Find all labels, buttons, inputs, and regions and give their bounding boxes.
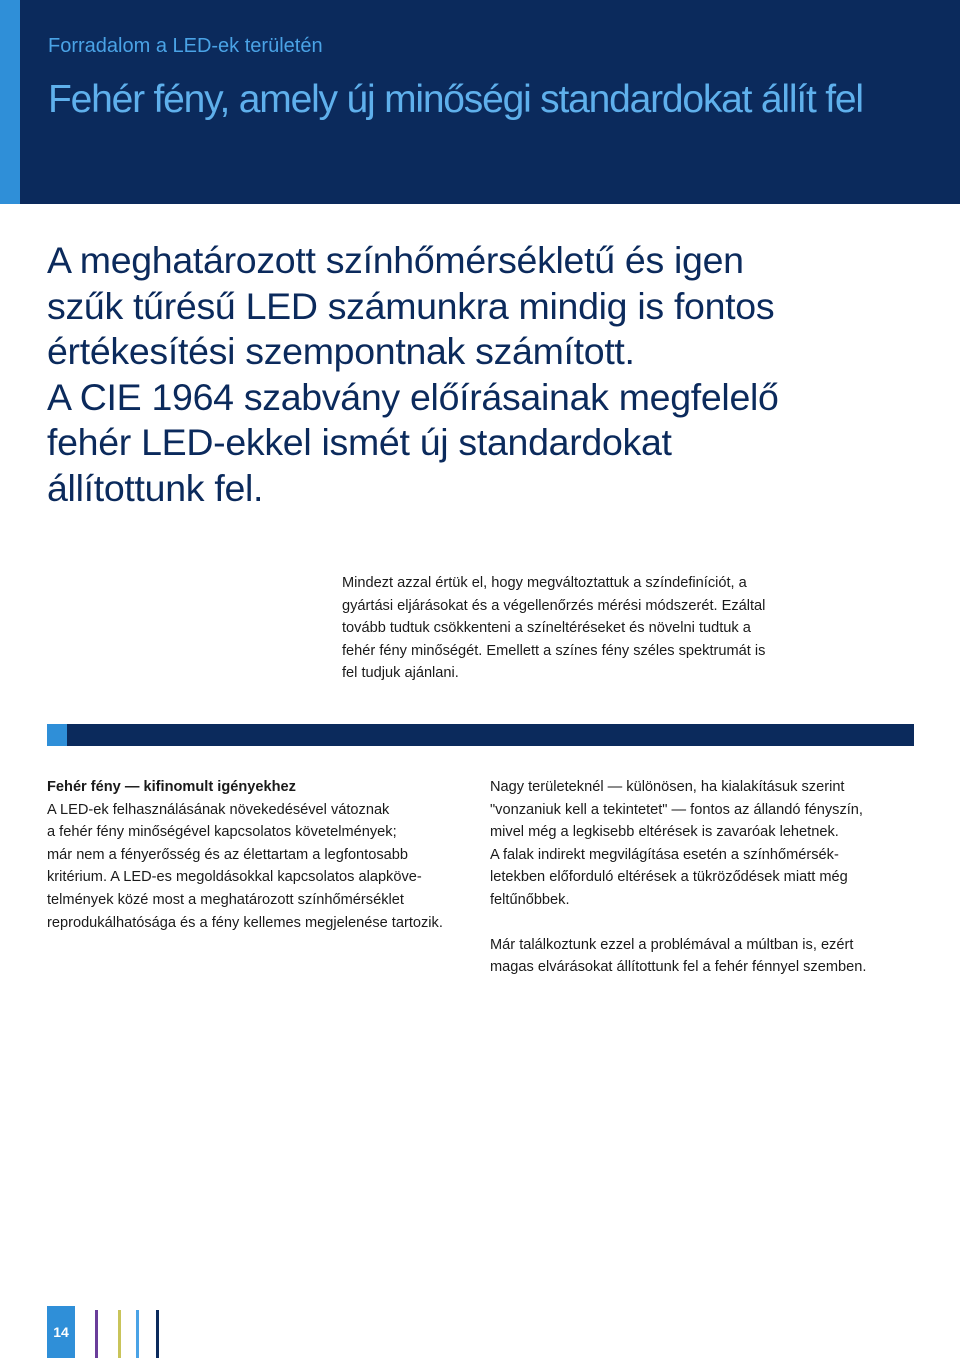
lead-line: A meghatározott színhőmérsékletű és igen — [47, 239, 744, 281]
right-column — [490, 776, 920, 979]
lead-line: állítottunk fel. — [47, 466, 264, 509]
page-title: Fehér fény, amely új minőségi standardokat állít fel — [48, 78, 863, 121]
left-column-line: a fehér fény minőségével kapcsolatos követelmények; — [47, 824, 397, 841]
lead-paragraph — [47, 238, 907, 511]
intro-line: tovább tudtuk csökkenteni a színeltéréseket és növelni tudtuk a — [342, 620, 751, 637]
right-column-line: Nagy területeknél — különösen, ha kialakításuk szerint — [490, 779, 845, 795]
footer-stripe-blue — [136, 1310, 139, 1358]
lead-line: A CIE 1964 szabvány előírásainak megfelelő — [47, 375, 779, 418]
footer-stripe-olive — [118, 1310, 121, 1358]
left-column-heading: Fehér fény — kifinomult igényekhez — [47, 779, 296, 795]
intro-line: gyártási eljárásokat és a végellenőrzés mérési módszerét. Ezáltal — [342, 597, 766, 614]
footer-stripe-navy — [156, 1310, 159, 1358]
left-column-line: A LED-ek felhasználásának növekedésével vátoznak — [47, 801, 390, 818]
divider-accent — [47, 724, 67, 746]
intro-line: Mindezt azzal értük el, hogy megváltoztattuk a színdefiníciót, a — [342, 575, 747, 591]
paragraph-gap — [490, 912, 920, 934]
right-column-line: mivel még a legkisebb eltérések is zavaróak lehetnek. — [490, 824, 839, 841]
header-accent-bar — [0, 0, 20, 204]
lead-line: szűk tűrésű LED számunkra mindig is fontos — [47, 284, 775, 327]
lead-line: fehér LED-ekkel ismét új standardokat — [47, 421, 672, 463]
intro-line: fel tudjuk ajánlani. — [342, 665, 459, 682]
left-column — [47, 776, 477, 934]
header-band — [0, 0, 960, 204]
right-column-line: A falak indirekt megvilágítása esetén a színhőmérsék- — [490, 846, 839, 863]
right-column-line: "vonzaniuk kell a tekintetet" — fontos az állandó fényszín, — [490, 801, 863, 818]
section-divider — [47, 724, 914, 746]
intro-paragraph — [342, 572, 842, 685]
right-column-line: Már találkoztunk ezzel a problémával a múltban is, ezért — [490, 936, 854, 953]
right-column-line: feltűnőbbek. — [490, 891, 570, 908]
page-number: 14 — [47, 1306, 75, 1358]
section-kicker: Forradalom a LED-ek területén — [48, 35, 323, 57]
lead-line: értékesítési szempontnak számított. — [47, 330, 635, 372]
left-column-line: telmények közé most a meghatározott színhőmérséklet — [47, 891, 404, 908]
footer-stripe-purple — [95, 1310, 98, 1358]
intro-line: fehér fény minőségét. Emellett a színes fény széles spektrumát is — [342, 642, 766, 659]
left-column-line: reprodukálhatósága és a fény kellemes megjelenése tartozik. — [47, 914, 443, 931]
left-column-line: kritérium. A LED-es megoldásokkal kapcsolatos alapköve- — [47, 869, 422, 886]
right-column-line: magas elvárásokat állítottunk fel a fehér fénnyel szemben. — [490, 959, 867, 976]
left-column-line: már nem a fényerősség és az élettartam a legfontosabb — [47, 846, 408, 863]
right-column-line: letekben előforduló eltérések a tükröződések miatt még — [490, 869, 848, 886]
